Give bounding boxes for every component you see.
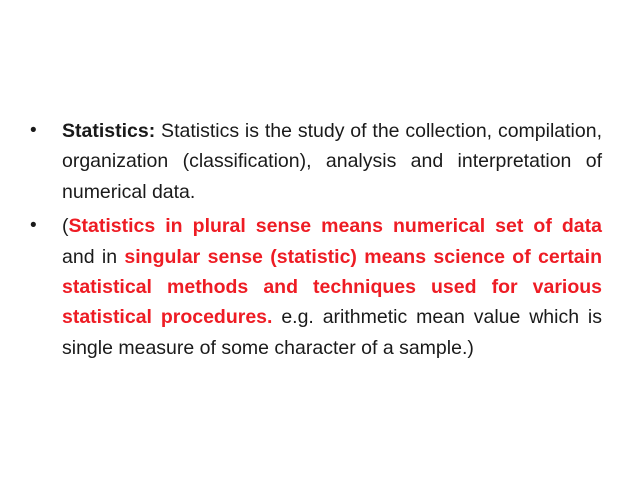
bullet-statistics-definition xyxy=(30,116,602,207)
example-text: e.g. arithmetic mean value which is single measure of some character of a sample.) xyxy=(62,306,603,359)
open-paren: ( xyxy=(62,215,69,238)
definition-text: Statistics is the study of the collection, compilation, organization (classification), analysis and interpretation of numerical data. xyxy=(62,120,602,203)
bullet-marker: • xyxy=(30,120,37,141)
singular-sense-highlight: singular sense (statistic) means science of certain statistical methods and techniques used for various statistical procedures. xyxy=(62,245,602,329)
plural-sense-highlight: Statistics in plural sense means numerical set of data xyxy=(68,215,602,238)
bullet-list xyxy=(30,116,602,363)
bullet-marker: • xyxy=(30,215,37,237)
term-statistics: Statistics: xyxy=(62,120,156,142)
bullet-plural-singular-sense xyxy=(30,211,602,363)
connector-text: and in xyxy=(62,245,125,268)
